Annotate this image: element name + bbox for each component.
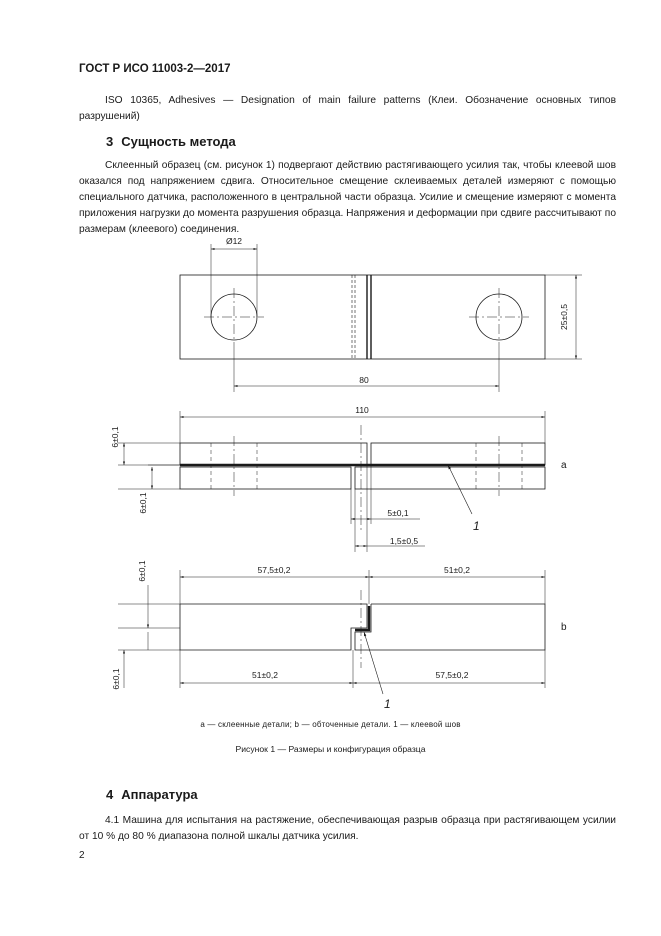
section-3-number: 3 [106,134,114,149]
side-view-b [118,570,545,694]
section-4-heading [106,787,198,802]
dim-total-length: 110 [355,405,369,415]
section-3-paragraph: Склеенный образец (см. рисунок 1) подвергают действию растягивающего усилия так, чтобы клеевой шов оказался под напряжением сдвига. Относительное смещение склеиваемых деталей измеряют с помощью специального датчика, расположенного в центральной части образца. Усилие и смещение измеряют с момента приложения нагрузки до момента разрушения образца. Напряжения и деформации при сдвиге рассчитывают по размерам (клеевого) соединения. [79,160,616,235]
document-header: ГОСТ Р ИСО 11003-2—2017 [79,63,231,75]
callout-adhesive-a: 1 [473,519,480,533]
view-label-b: b [561,622,567,633]
dim-thickness-b-top: 6±0,1 [137,560,147,582]
figure-caption: Рисунок 1 — Размеры и конфигурация образца [235,744,426,754]
upper-right-part [371,443,545,465]
upper-left-part [180,443,367,465]
dim-step: 1,5±0,5 [389,536,419,546]
dim-right-lower: 57,5±0,2 [435,670,469,680]
dim-right-upper: 51±0,2 [444,565,470,575]
lower-left-part [180,467,351,489]
plan-view [180,244,582,392]
normative-reference: ISO 10365, Adhesives — Designation of main failure patterns (Клеи. Обозначение основных типов разрушений) [79,95,616,122]
section-4-paragraph: 4.1 Машина для испытания на растяжение, обеспечивающая разрыв образца при растягивающем усилии от 10 % до 80 % диапазона полной шкалы датчика усилия. [79,815,616,842]
page-number: 2 [79,850,85,861]
lower-right-part [355,467,545,489]
dim-thickness-bottom: 6±0,1 [138,492,148,514]
dim-thickness-top: 6±0,1 [110,426,120,448]
side-view-a [118,411,545,552]
dim-overlap: 5±0,1 [387,508,409,518]
dim-hole-diameter: Ø12 [225,236,243,246]
section-3-title: Сущность метода [121,134,236,149]
section-4-title: Аппаратура [121,787,198,802]
dim-width: 25±0,5 [559,304,569,330]
dim-thickness-b-bottom: 6±0,1 [111,668,121,690]
left-machined-part [180,604,367,650]
dim-left-lower: 51±0,2 [252,670,278,680]
figure-legend: a — склеенные детали; b — обточенные детали. 1 — клеевой шов [200,720,461,729]
view-label-a: a [561,460,567,471]
dim-left-upper: 57,5±0,2 [257,565,291,575]
dim-hole-spacing: 80 [359,375,369,385]
section-4-number: 4 [106,787,114,802]
callout-adhesive-b: 1 [384,697,391,711]
right-machined-part [355,604,545,650]
